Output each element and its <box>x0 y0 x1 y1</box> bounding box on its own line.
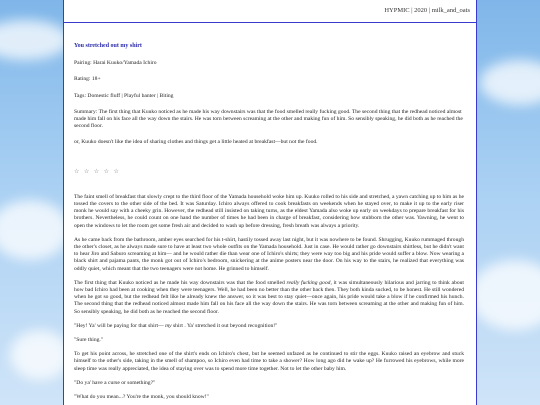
pairing-line: Pairing: Harai Kuuko/Yamada Ichiro <box>74 60 157 67</box>
text-span: shirt . Ya' stretched it out beyond recognition!" <box>171 322 278 329</box>
post-panel <box>63 0 477 405</box>
cloud <box>480 60 540 105</box>
dialogue-line: "What do you mean...? You're the monk, you should know!" <box>74 394 209 401</box>
dialogue-line <box>74 323 464 330</box>
rating-line: Rating: 18+ <box>74 76 101 83</box>
story-body <box>74 194 464 401</box>
story-paragraph: The faint smell of breakfast that slowly crept to the third floor of the Yamada household woke him up. Kuuko rolled to his side and stretched, a yawn catching up to him as he tossed the covers to the other side of the bed. It was Saturday. Ichiro always offered to cook breakfasts on weekends when he stayed over, to make it up to the early riser monk he would say with a cheeky grin. However, the redhead still insisted on taking turns, as the eldest Yamada also woke up early on weekdays to prepare breakfast for his brothers. Nevertheless, he could count on one hand the number of times he had been in charge of breakfast, considering how stubborn the other was. Yawning, he went to open the windows to let the room get some fresh air and decided to wash up before dressing, fresh breath was always a priority. <box>74 193 464 229</box>
text-span: "Hey! Ya' will be paying for that shirt— <box>74 322 166 329</box>
story-paragraph <box>74 280 464 316</box>
text-span: , it was simultaneously hilarious and jarring to think about how bad Ichiro had been at cooking when they were teenagers. Well, he had been no better than the other back then. They both kinda sucked, to be honest. He still wondered when he got so good, but the redhead felt like he already knew the answer, so it was best to stay quiet—once again, his pride would take a blow if he confirmed his hunch. The second thing that the redhead noticed almost made him fall on his face all the way down the stairs. He was torn between screaming at the other and making fun of him. So sensibly speaking, he did both as he reached the second floor. <box>74 279 464 315</box>
summary-line: Summary: The first thing that Kuuko noticed as he made his way downstairs was that the food smelled really fucking good. The second thing that the redhead noticed almost made him fall on his face all the way down the stairs. He was torn between screaming at the other and making fun of him. So sensibly speaking, he did both as he reached the second floor. <box>74 108 463 130</box>
text-span: The first thing that Kuuko noticed as he made his way downstairs was that the food smelled <box>74 279 287 286</box>
cloud <box>10 330 70 380</box>
story-paragraph: As he came back from the bathroom, amber eyes searched for his t-shirt, hastily tossed away last night, but it was nowhere to be found. Shrugging, Kuuko rummaged through the other's closet, as he always made sure to have at least two whole outfits on the Yamada household. Just in case. He would rather go downstairs shirtless, but he didn't want to hear Jiro and Saburo screaming at him— and he would rather die than wear one of Ichiro's shirts; they were way too big and his pride would suffer a blow. Now wearing a black shirt and pajama pants, the monk got out of Ichiro's bedroom, snickering at the anime posters near the door. On his way to the stairs, he realized that everything was oddly quiet, which meant that the two teenagers were not home. He grinned to himself. <box>74 236 464 272</box>
dialogue-line: "Do ya' have a curse or something?" <box>74 379 156 386</box>
post-content <box>64 43 476 401</box>
emphasis-text: really fucking good <box>286 279 331 286</box>
summary-alt-line: or, Kuuko doesn't like the idea of sharing clothes and things get a little heated at breakfast—but not the food. <box>74 139 318 146</box>
cloud <box>470 260 540 330</box>
cloud <box>0 200 70 260</box>
dialogue-line: "Sure thing." <box>74 337 104 344</box>
tags-line: Tags: Domestic fluff | Playful banter | Biting <box>74 92 174 99</box>
emphasis-text: my <box>165 322 172 329</box>
post-meta <box>74 60 464 146</box>
blog-header[interactable]: HYPMIC | 2020 | milk_and_oats <box>64 0 476 23</box>
star-divider: ☆ ☆ ☆ ☆ ☆ <box>74 168 121 175</box>
post-title[interactable]: You stretched out my shirt <box>74 43 142 49</box>
cloud <box>0 20 70 60</box>
story-paragraph: To get his point across, he stretched one of the shirt's ends on Ichiro's chest, but he seemed unfazed as he continued to stir the eggs. Kuuko raised an eyebrow and stuck himself to the other's side, taking in the smell of shampoo, so Ichiro even had time to take a shower? How long ago did he wake up? He furrowed his eyebrows, while more sleep time was really appreciated, the idea of staying over was to spend more time together. Not to let the other baby him. <box>74 351 464 372</box>
